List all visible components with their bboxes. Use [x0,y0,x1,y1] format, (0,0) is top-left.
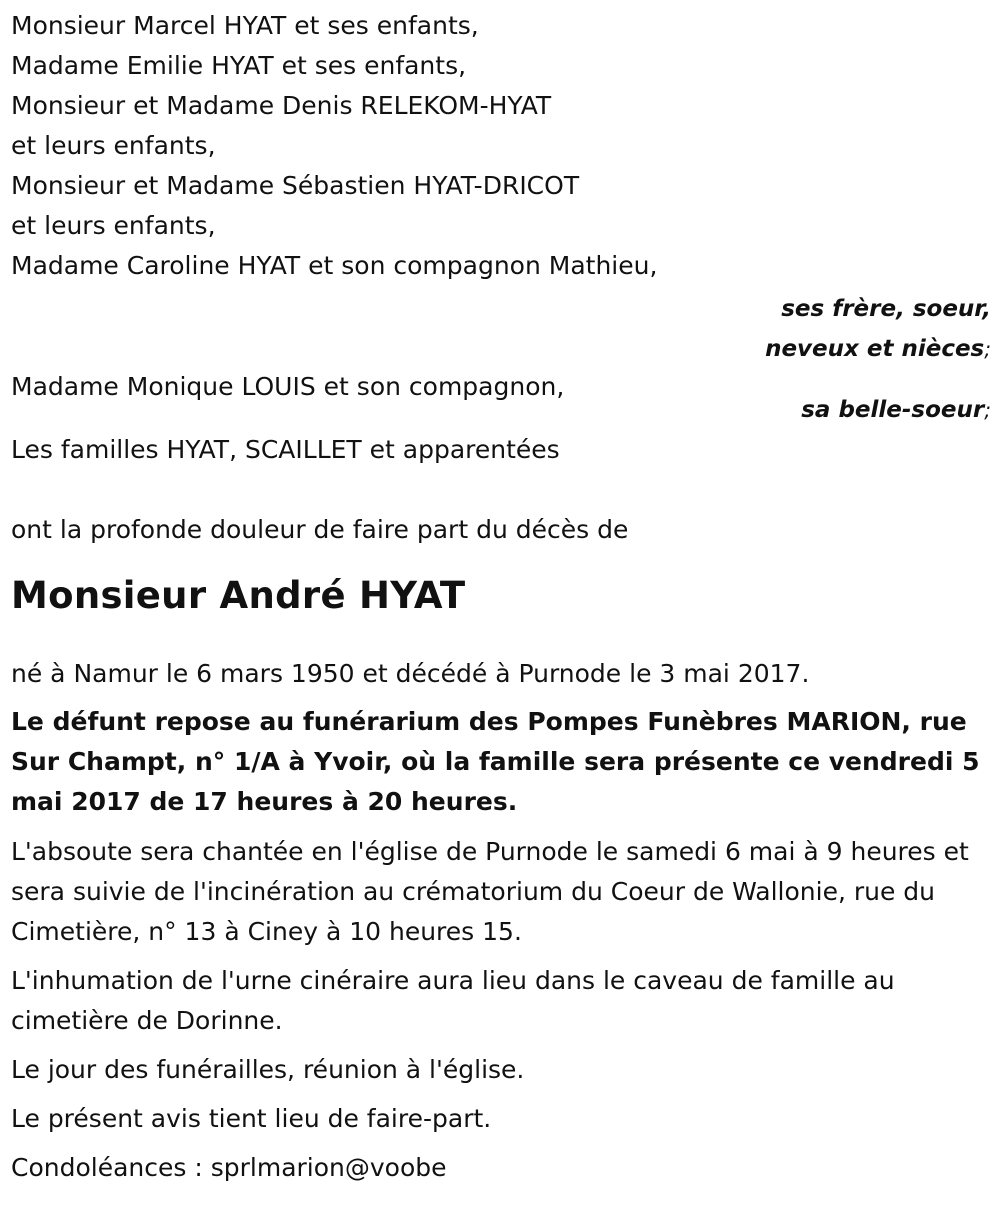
birth-death-line: né à Namur le 6 mars 1950 et décédé à Purnode le 3 mai 2017. [11,659,810,688]
condoleances-line: Condoléances : sprlmarion@voobe [11,1153,447,1182]
sister-in-law-line: Madame Monique LOUIS et son compagnon, [11,372,565,401]
semicolon: ; [984,337,991,361]
reunion-paragraph: Le jour des funérailles, réunion à l'église. [11,1055,525,1084]
inhumation-paragraph: L'inhumation de l'urne cinéraire aura lieu dans le caveau de famille au cimetière de Dorinne. [11,966,895,1035]
family-line: et leurs enfants, [11,131,216,160]
relation-nephews-text: neveux et nièces [765,336,985,362]
absoute-paragraph: L'absoute sera chantée en l'église de Purnode le samedi 6 mai à 9 heures et sera suivie de l'incinération au crématorium du Coeur de Wallonie, rue du Cimetière, n° 13 à Ciney à 10 heures 15. [11,837,969,946]
family-line: et leurs enfants, [11,211,216,240]
families-line: Les familles HYAT, SCAILLET et apparentées [11,435,560,464]
family-line: Madame Emilie HYAT et ses enfants, [11,51,467,80]
spacer [11,470,991,510]
family-line: Monsieur et Madame Sébastien HYAT-DRICOT [11,171,580,200]
family-list [11,0,991,286]
relation-siblings-text: ses frère, soeur, [781,296,991,322]
semicolon: ; [984,398,991,422]
funerarium-paragraph: Le défunt repose au funérarium des Pompes Funèbres MARION, rue Sur Champt, n° 1/A à Yvoir, où la famille sera présente ce vendredi 5 mai 2017 de 17 heures à 20 heures. [11,707,980,816]
relation-siblings [11,289,991,329]
faire-part-paragraph: Le présent avis tient lieu de faire-part. [11,1104,492,1133]
announcement: ont la profonde douleur de faire part du décès de [11,515,629,544]
family-line: Monsieur Marcel HYAT et ses enfants, [11,11,479,40]
deceased-name: Monsieur André HYAT [11,574,466,617]
family-line: Madame Caroline HYAT et son compagnon Mathieu, [11,251,658,280]
relation-sister-in-law-text: sa belle-soeur [801,397,985,423]
family-line: Monsieur et Madame Denis RELEKOM-HYAT [11,91,552,120]
relation-nephews [11,329,991,369]
death-notice [11,0,991,1188]
